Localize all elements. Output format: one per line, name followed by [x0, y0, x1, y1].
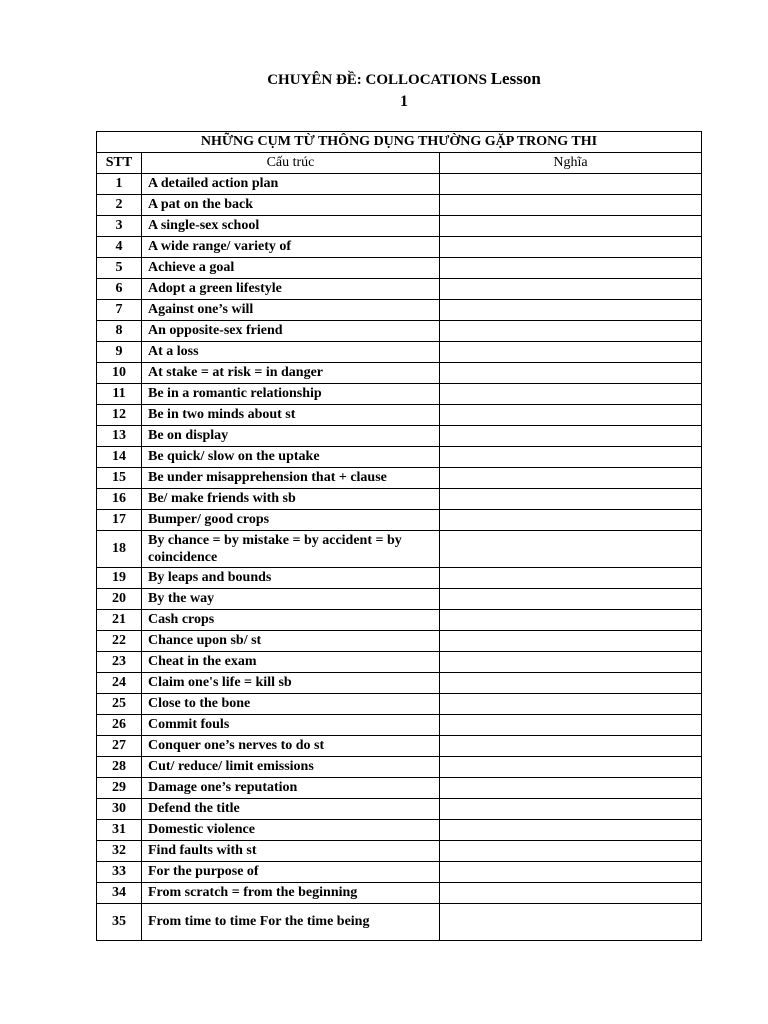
header-stt: STT [97, 153, 142, 174]
table-row [97, 426, 702, 447]
row-structure: Achieve a goal [142, 258, 440, 279]
row-number: 22 [97, 631, 142, 652]
row-number: 18 [97, 531, 142, 568]
table-row [97, 258, 702, 279]
row-number: 9 [97, 342, 142, 363]
row-number: 15 [97, 468, 142, 489]
table-row [97, 820, 702, 841]
row-meaning [440, 610, 702, 631]
row-structure: At stake = at risk = in danger [142, 363, 440, 384]
row-meaning [440, 363, 702, 384]
row-meaning [440, 426, 702, 447]
table-row [97, 883, 702, 904]
row-meaning [440, 631, 702, 652]
row-number: 19 [97, 568, 142, 589]
row-structure: At a loss [142, 342, 440, 363]
row-number: 10 [97, 363, 142, 384]
row-structure: By leaps and bounds [142, 568, 440, 589]
table-row [97, 652, 702, 673]
row-meaning [440, 510, 702, 531]
row-meaning [440, 342, 702, 363]
row-structure: Damage one’s reputation [142, 778, 440, 799]
table-row [97, 489, 702, 510]
table-row [97, 468, 702, 489]
row-structure: Be on display [142, 426, 440, 447]
row-number: 30 [97, 799, 142, 820]
row-meaning [440, 195, 702, 216]
table-row [97, 778, 702, 799]
row-structure: A detailed action plan [142, 174, 440, 195]
row-structure: Be in a romantic relationship [142, 384, 440, 405]
row-meaning [440, 694, 702, 715]
row-meaning [440, 883, 702, 904]
table-row [97, 531, 702, 568]
row-number: 28 [97, 757, 142, 778]
row-number: 5 [97, 258, 142, 279]
row-meaning [440, 589, 702, 610]
row-structure: A single-sex school [142, 216, 440, 237]
row-structure: Be under misapprehension that + clause [142, 468, 440, 489]
row-structure: Defend the title [142, 799, 440, 820]
row-meaning [440, 531, 702, 568]
row-number: 33 [97, 862, 142, 883]
row-meaning [440, 405, 702, 426]
row-number: 7 [97, 300, 142, 321]
row-number: 34 [97, 883, 142, 904]
row-number: 3 [97, 216, 142, 237]
row-structure: Commit fouls [142, 715, 440, 736]
row-structure: Be quick/ slow on the uptake [142, 447, 440, 468]
table-row [97, 363, 702, 384]
row-meaning [440, 904, 702, 941]
row-meaning [440, 447, 702, 468]
collocations-table [96, 131, 702, 941]
row-number: 6 [97, 279, 142, 300]
row-structure: Be/ make friends with sb [142, 489, 440, 510]
row-meaning [440, 568, 702, 589]
row-number: 4 [97, 237, 142, 258]
row-meaning [440, 715, 702, 736]
row-number: 2 [97, 195, 142, 216]
row-meaning [440, 468, 702, 489]
row-meaning [440, 300, 702, 321]
row-number: 8 [97, 321, 142, 342]
row-number: 27 [97, 736, 142, 757]
row-meaning [440, 216, 702, 237]
row-number: 24 [97, 673, 142, 694]
row-structure: Against one’s will [142, 300, 440, 321]
table-banner: NHỮNG CỤM TỪ THÔNG DỤNG THƯỜNG GẶP TRONG THI [97, 132, 702, 153]
row-structure: Conquer one’s nerves to do st [142, 736, 440, 757]
table-row [97, 216, 702, 237]
table-row [97, 342, 702, 363]
title-main: CHUYÊN ĐỀ: COLLOCATIONS [267, 72, 491, 88]
table-row [97, 715, 702, 736]
table-row [97, 300, 702, 321]
row-number: 13 [97, 426, 142, 447]
table-row [97, 904, 702, 941]
row-structure: An opposite-sex friend [142, 321, 440, 342]
row-structure: Domestic violence [142, 820, 440, 841]
row-number: 23 [97, 652, 142, 673]
row-meaning [440, 279, 702, 300]
row-structure: From scratch = from the beginning [142, 883, 440, 904]
row-number: 25 [97, 694, 142, 715]
row-number: 17 [97, 510, 142, 531]
table-row [97, 862, 702, 883]
row-structure: Chance upon sb/ st [142, 631, 440, 652]
table-row [97, 841, 702, 862]
row-number: 21 [97, 610, 142, 631]
row-structure: Find faults with st [142, 841, 440, 862]
header-meaning: Nghĩa [440, 153, 702, 174]
row-meaning [440, 673, 702, 694]
table-row [97, 195, 702, 216]
row-number: 31 [97, 820, 142, 841]
row-structure: For the purpose of [142, 862, 440, 883]
row-structure: A pat on the back [142, 195, 440, 216]
table-row [97, 174, 702, 195]
row-structure: Claim one's life = kill sb [142, 673, 440, 694]
row-structure: Cheat in the exam [142, 652, 440, 673]
row-number: 14 [97, 447, 142, 468]
row-number: 26 [97, 715, 142, 736]
row-structure: From time to time For the time being [142, 904, 440, 941]
row-meaning [440, 757, 702, 778]
row-meaning [440, 820, 702, 841]
row-number: 1 [97, 174, 142, 195]
table-row [97, 405, 702, 426]
row-number: 11 [97, 384, 142, 405]
table-row [97, 694, 702, 715]
row-meaning [440, 321, 702, 342]
row-structure: Cash crops [142, 610, 440, 631]
row-structure: Bumper/ good crops [142, 510, 440, 531]
row-structure: By chance = by mistake = by accident = by coincidence [142, 531, 440, 568]
row-meaning [440, 384, 702, 405]
row-meaning [440, 237, 702, 258]
table-row [97, 384, 702, 405]
row-number: 32 [97, 841, 142, 862]
row-meaning [440, 841, 702, 862]
table-row [97, 631, 702, 652]
header-structure: Cấu trúc [142, 153, 440, 174]
title-number: 1 [400, 93, 408, 110]
table-row [97, 799, 702, 820]
table-row [97, 321, 702, 342]
table-row [97, 568, 702, 589]
row-structure: Close to the bone [142, 694, 440, 715]
table-row [97, 447, 702, 468]
row-structure: Cut/ reduce/ limit emissions [142, 757, 440, 778]
row-number: 29 [97, 778, 142, 799]
table-row [97, 673, 702, 694]
row-meaning [440, 736, 702, 757]
document-title [0, 68, 768, 113]
table-row [97, 510, 702, 531]
row-structure: Adopt a green lifestyle [142, 279, 440, 300]
row-number: 16 [97, 489, 142, 510]
row-meaning [440, 799, 702, 820]
table-row [97, 610, 702, 631]
table-row [97, 589, 702, 610]
row-number: 12 [97, 405, 142, 426]
row-meaning [440, 258, 702, 279]
table-row [97, 237, 702, 258]
row-number: 35 [97, 904, 142, 941]
row-structure: A wide range/ variety of [142, 237, 440, 258]
table-row [97, 736, 702, 757]
row-structure: Be in two minds about st [142, 405, 440, 426]
row-meaning [440, 862, 702, 883]
table-row [97, 757, 702, 778]
row-meaning [440, 489, 702, 510]
title-lesson: Lesson [490, 69, 541, 88]
row-number: 20 [97, 589, 142, 610]
table-row [97, 279, 702, 300]
row-meaning [440, 652, 702, 673]
row-structure: By the way [142, 589, 440, 610]
table-body [97, 174, 702, 941]
row-meaning [440, 778, 702, 799]
row-meaning [440, 174, 702, 195]
